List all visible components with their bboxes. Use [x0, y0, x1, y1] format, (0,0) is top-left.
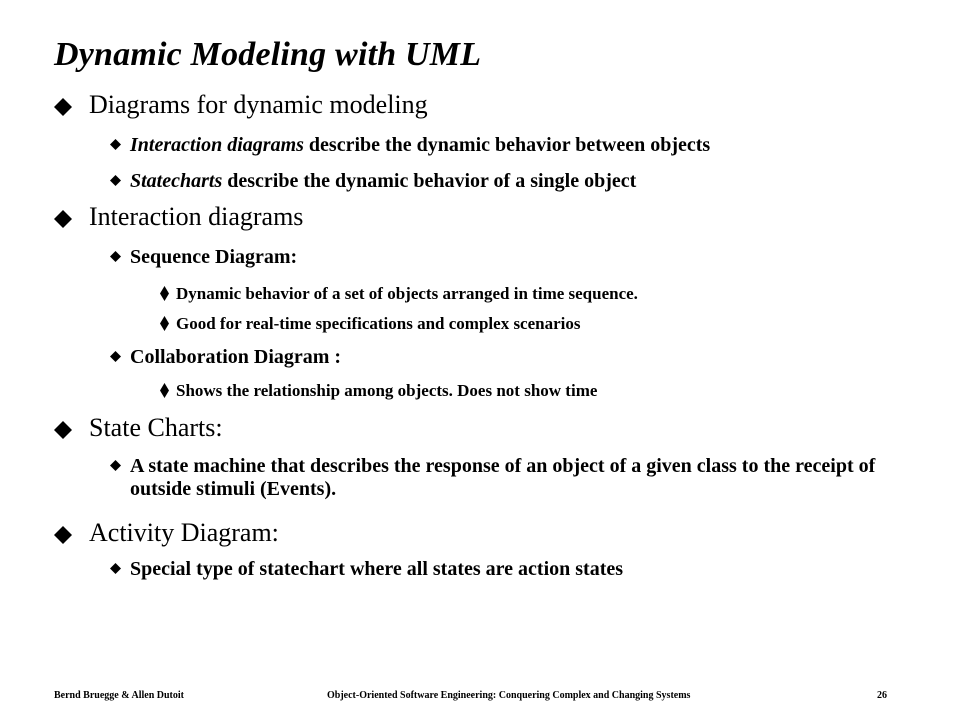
- bullet-diagrams: [54, 90, 428, 120]
- bullet-activity-1: [110, 558, 623, 581]
- footer-page-number: 26: [877, 690, 887, 701]
- bullet-sequence-2: [160, 314, 581, 334]
- bullet-collaboration: [110, 346, 341, 369]
- bullet-sequence-1: [160, 284, 638, 304]
- bullet-sequence: [110, 246, 297, 269]
- narrow-diamond-bullet-icon: [160, 316, 169, 331]
- bullet-text: describe the dynamic behavior of a single object: [222, 170, 637, 192]
- slide-title: Dynamic Modeling with UML: [54, 36, 482, 73]
- bullet-interaction-desc: [110, 134, 710, 157]
- bullet-text: Activity Diagram:: [89, 518, 279, 547]
- bullet-state-charts-1: [110, 455, 880, 501]
- diamond-bullet-icon: [54, 421, 72, 439]
- footer-authors: Bernd Bruegge & Allen Dutoit: [54, 690, 184, 701]
- bullet-state-charts: [54, 413, 223, 443]
- bullet-collaboration-1: [160, 381, 597, 401]
- bullet-text: Interaction diagrams: [89, 202, 304, 231]
- bullet-text: A state machine that describes the response of an object of a given class to the receipt of outside stimuli (Events).: [130, 455, 876, 500]
- diamond-bullet-icon: [110, 175, 121, 186]
- footer-book-title: Object-Oriented Software Engineering: Conquering Complex and Changing Systems: [327, 690, 691, 701]
- bullet-interaction: [54, 202, 303, 232]
- diamond-bullet-icon: [110, 351, 121, 362]
- diamond-bullet-icon: [54, 210, 72, 228]
- bullet-text: Good for real-time specifications and complex scenarios: [176, 314, 581, 333]
- bullet-text: describe the dynamic behavior between objects: [303, 134, 711, 156]
- bullet-text: Sequence Diagram:: [130, 246, 298, 268]
- bullet-text: Dynamic behavior of a set of objects arranged in time sequence.: [176, 284, 638, 303]
- diamond-bullet-icon: [54, 98, 72, 116]
- bullet-text: Special type of statechart where all states are action states: [130, 558, 624, 580]
- diamond-bullet-icon: [110, 251, 121, 262]
- narrow-diamond-bullet-icon: [160, 383, 169, 398]
- narrow-diamond-bullet-icon: [160, 286, 169, 301]
- bullet-text: Collaboration Diagram :: [130, 346, 342, 368]
- bullet-text: State Charts:: [89, 413, 223, 442]
- diamond-bullet-icon: [110, 139, 121, 150]
- diamond-bullet-icon: [110, 563, 121, 574]
- emphasis-text: Statecharts: [130, 170, 223, 192]
- bullet-text: Shows the relationship among objects. Does not show time: [176, 381, 598, 400]
- bullet-statecharts-desc: [110, 170, 636, 193]
- bullet-activity: [54, 518, 279, 548]
- diamond-bullet-icon: [54, 526, 72, 544]
- emphasis-text: Interaction diagrams: [130, 134, 304, 156]
- bullet-text: Diagrams for dynamic modeling: [89, 90, 428, 119]
- diamond-bullet-icon: [110, 460, 121, 471]
